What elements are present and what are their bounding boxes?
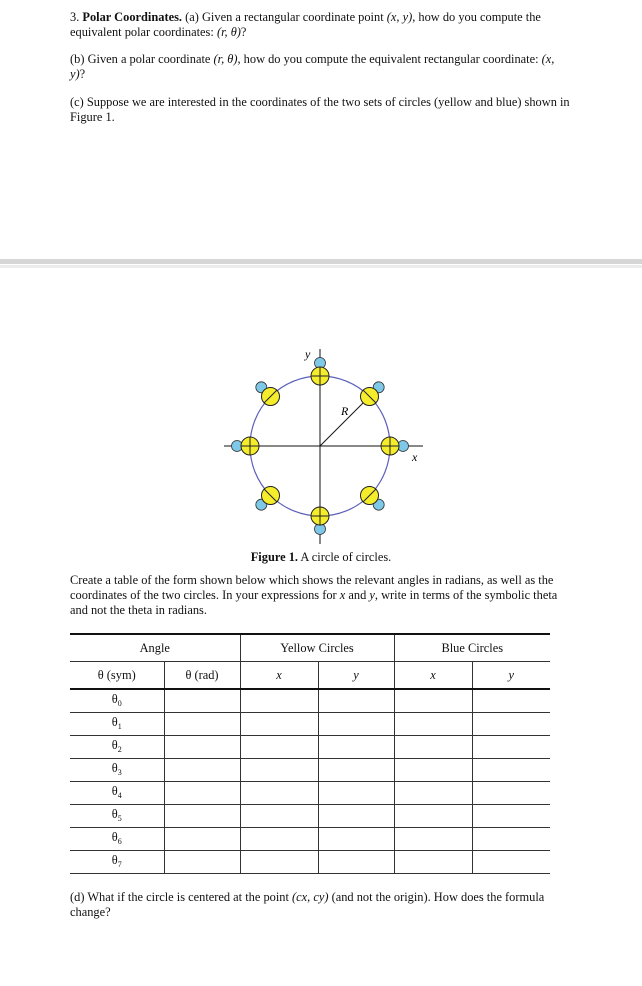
part-a-text-2: , how do you compute the equivalent polar coordinates: — [70, 10, 541, 39]
theta-rad-cell[interactable] — [164, 689, 240, 713]
theta-subscript: 2 — [117, 744, 122, 754]
table-row — [70, 851, 550, 874]
theta-symbol: θ — [111, 806, 118, 821]
theta-sym-cell — [70, 736, 164, 759]
part-b-end: ? — [79, 67, 86, 81]
radius-label: R — [341, 404, 349, 418]
yellow-x-cell[interactable] — [240, 828, 318, 851]
angle-group-header: Angle — [70, 634, 240, 662]
theta-subscript: 0 — [117, 698, 122, 708]
blue-x-cell[interactable] — [394, 851, 472, 874]
question-3-part-d — [70, 890, 572, 920]
blue-y-cell[interactable] — [472, 759, 550, 782]
blue-y-cell[interactable] — [472, 736, 550, 759]
yellow-y-cell[interactable] — [318, 759, 394, 782]
theta-sym-cell — [70, 713, 164, 736]
theta-rad-cell[interactable] — [164, 828, 240, 851]
coordinates-table — [70, 633, 550, 874]
page-separator-shadow — [0, 265, 642, 268]
question-3-part-c — [70, 95, 572, 125]
yellow-x-cell[interactable] — [240, 736, 318, 759]
theta-sym-cell — [70, 805, 164, 828]
blue-x-cell[interactable] — [394, 689, 472, 713]
part-a-rect-point: (x, y) — [386, 10, 413, 24]
theta-symbol: θ — [111, 760, 118, 775]
table-row — [70, 713, 550, 736]
blue-x-cell[interactable] — [394, 759, 472, 782]
theta-subscript: 6 — [117, 836, 122, 846]
yellow-y-cell[interactable] — [318, 851, 394, 874]
title-period: . — [178, 10, 182, 24]
blue-y-cell[interactable] — [472, 828, 550, 851]
caption-label: Figure 1. — [250, 550, 298, 564]
part-b-rect-point: (x, y) — [70, 52, 555, 81]
yellow-y-cell[interactable] — [318, 828, 394, 851]
theta-symbol: θ — [111, 783, 118, 798]
question-3-part-b — [70, 52, 572, 82]
part-b-text-1: Given a polar coordinate — [87, 52, 211, 66]
table-row — [70, 759, 550, 782]
yellow-group-header: Yellow Circles — [240, 634, 394, 662]
theta-rad-cell[interactable] — [164, 851, 240, 874]
part-a-polar-point: (r, θ) — [216, 25, 241, 39]
caption-text: A circle of circles. — [300, 550, 392, 564]
question-number: 3. — [70, 10, 80, 24]
instructions-y: y — [369, 588, 375, 602]
theta-rad-cell[interactable] — [164, 713, 240, 736]
figure-circle-of-circles — [218, 344, 428, 544]
instructions-text-2: , write in terms of the symbolic theta and not the theta in radians. — [70, 588, 558, 617]
theta-symbol: θ — [111, 829, 118, 844]
table-row — [70, 782, 550, 805]
theta-sym-cell — [70, 782, 164, 805]
blue-y-cell[interactable] — [472, 851, 550, 874]
theta-rad-cell[interactable] — [164, 759, 240, 782]
instructions-text-1: Create a table of the form shown below which shows the relevant angles in radians, as well as the coordinates of the two circles. In your expressions for — [70, 573, 554, 602]
theta-symbol: θ — [111, 737, 118, 752]
table-row — [70, 689, 550, 713]
part-d-point: (cx, cy) — [292, 890, 329, 904]
table-row — [70, 736, 550, 759]
part-a-label: (a) — [185, 10, 199, 24]
y-axis-label: y — [305, 347, 311, 361]
blue-x-cell[interactable] — [394, 828, 472, 851]
theta-subscript: 7 — [117, 859, 122, 869]
blue-x-cell[interactable] — [394, 713, 472, 736]
blue-y-cell[interactable] — [472, 782, 550, 805]
yellow-x-cell[interactable] — [240, 851, 318, 874]
table-row — [70, 805, 550, 828]
yellow-y-cell[interactable] — [318, 805, 394, 828]
theta-subscript: 3 — [117, 767, 122, 777]
col-blue-y: y — [472, 662, 550, 690]
yellow-x-cell[interactable] — [240, 759, 318, 782]
yellow-y-cell[interactable] — [318, 689, 394, 713]
theta-sym-cell — [70, 759, 164, 782]
blue-x-cell[interactable] — [394, 736, 472, 759]
question-3-part-a — [70, 10, 572, 40]
col-blue-x: x — [394, 662, 472, 690]
theta-symbol: θ — [111, 714, 118, 729]
yellow-x-cell[interactable] — [240, 805, 318, 828]
instructions-x: x — [339, 588, 346, 602]
part-d-label: (d) — [70, 890, 85, 904]
theta-sym-cell — [70, 689, 164, 713]
part-c-text: Suppose we are interested in the coordinates of the two sets of circles (yellow and blue) shown in Figure 1. — [70, 95, 570, 124]
col-theta-rad: θ (rad) — [164, 662, 240, 690]
part-b-label: (b) — [70, 52, 85, 66]
theta-sym-cell — [70, 828, 164, 851]
blue-x-cell[interactable] — [394, 782, 472, 805]
yellow-y-cell[interactable] — [318, 782, 394, 805]
table-group-header — [70, 634, 550, 662]
yellow-y-cell[interactable] — [318, 736, 394, 759]
theta-subscript: 1 — [117, 721, 122, 731]
yellow-x-cell[interactable] — [240, 689, 318, 713]
table-instructions — [70, 573, 572, 618]
theta-symbol: θ — [111, 691, 118, 706]
page-separator — [0, 259, 642, 264]
col-theta-sym: θ (sym) — [70, 662, 164, 690]
blue-y-cell[interactable] — [472, 805, 550, 828]
blue-y-cell[interactable] — [472, 713, 550, 736]
theta-subscript: 4 — [117, 790, 122, 800]
theta-rad-cell[interactable] — [164, 782, 240, 805]
part-d-text-2: (and not the origin). How does the formula change? — [70, 890, 545, 919]
col-yellow-y: y — [318, 662, 394, 690]
blue-x-cell[interactable] — [394, 805, 472, 828]
theta-rad-cell[interactable] — [164, 805, 240, 828]
question-title: Polar Coordinates — [82, 10, 179, 24]
instructions-and: and — [348, 588, 367, 602]
theta-symbol: θ — [111, 852, 118, 867]
x-axis-label: x — [412, 450, 418, 464]
theta-rad-cell[interactable] — [164, 736, 240, 759]
table-row — [70, 828, 550, 851]
theta-subscript: 5 — [117, 813, 122, 823]
yellow-x-cell[interactable] — [240, 782, 318, 805]
table-column-header — [70, 662, 550, 690]
yellow-y-cell[interactable] — [318, 713, 394, 736]
part-a-end: ? — [240, 25, 247, 39]
blue-y-cell[interactable] — [472, 689, 550, 713]
part-a-text-1: Given a rectangular coordinate point — [201, 10, 384, 24]
figure-caption — [0, 550, 642, 565]
part-d-text-1: What if the circle is centered at the point — [87, 890, 289, 904]
blue-group-header: Blue Circles — [394, 634, 550, 662]
part-b-polar-point: (r, θ) — [213, 52, 238, 66]
part-c-label: (c) — [70, 95, 84, 109]
table-body — [70, 689, 550, 874]
yellow-x-cell[interactable] — [240, 713, 318, 736]
theta-sym-cell — [70, 851, 164, 874]
part-b-text-2: , how do you compute the equivalent rectangular coordinate: — [237, 52, 539, 66]
col-yellow-x: x — [240, 662, 318, 690]
